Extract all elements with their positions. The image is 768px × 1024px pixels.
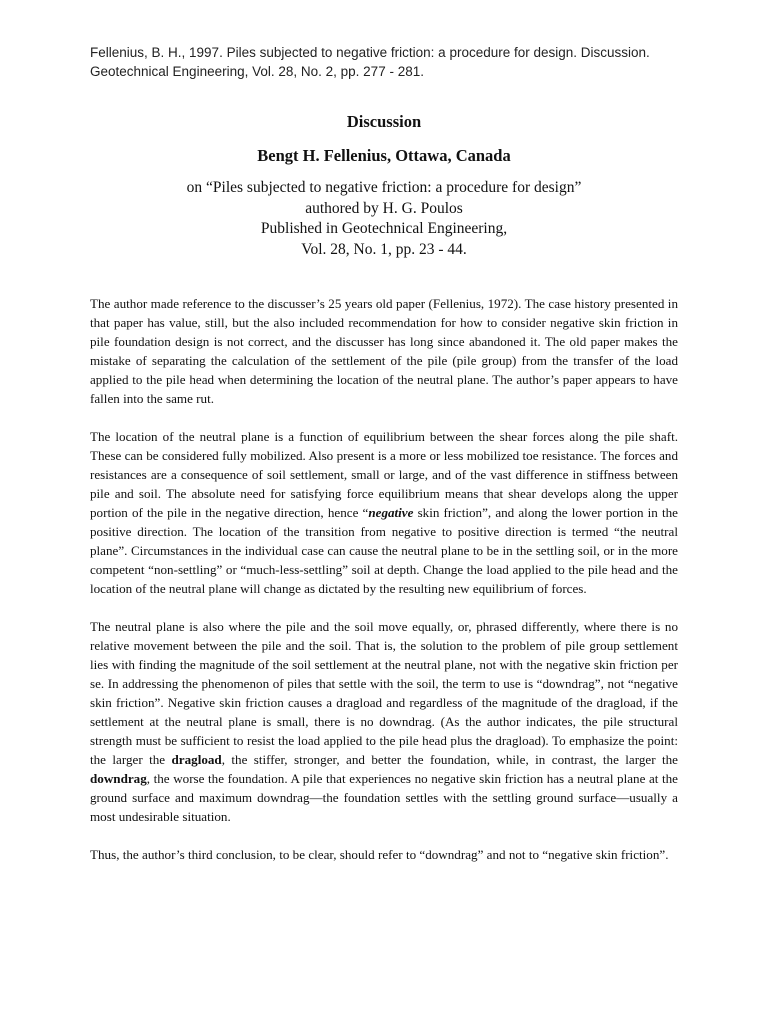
paragraph-2 [90, 427, 678, 598]
paragraph-2-text-a: The location of the neutral plane is a function of equilibrium between the shear forces along the pile shaft. These can be considered fully mobilized. Also present is a more or less mobilized toe resistance. The forces and resistances are a consequence of soil settlement, small or large, and of the vast difference in stiffness between pile and soil. The absolute need for satisfying force equilibrium means that shear develops along the upper portion of the pile in the negative direction, hence “ [90, 429, 678, 520]
paragraph-3-text-b: , the stiffer, stronger, and better the foundation, while, in contrast, the larger the [221, 752, 678, 767]
citation-line-2: Geotechnical Engineering, Vol. 28, No. 2, pp. 277 - 281. [90, 64, 424, 79]
published-line: Published in Geotechnical Engineering, [260, 220, 508, 237]
discussion-header [0, 110, 768, 260]
discussion-body [90, 294, 678, 883]
paragraph-1: The author made reference to the discusser’s 25 years old paper (Fellenius, 1972). The case history presented in that paper has value, still, but the also included recommendation for how to consider negative skin friction in pile foundation design is not correct, and the discusser has long since abandoned it. The old paper makes the mistake of separating the calculation of the settlement of the pile (pile group) from the transfer of the load applied to the pile head when determining the location of the neutral plane. The author’s paper appears to have fallen into the same rut. [90, 296, 678, 406]
discussion-author: Bengt H. Fellenius, Ottawa, Canada [257, 146, 511, 165]
paragraph-4: Thus, the author’s third conclusion, to be clear, should refer to “downdrag” and not to “negative skin friction”. [90, 847, 669, 862]
authored-by-line: authored by H. G. Poulos [305, 199, 463, 217]
paragraph-3-text-a: The neutral plane is also where the pile and the soil move equally, or, phrased differently, where there is no relative movement between the pile and the soil. That is, the solution to the problem of pile group settlement lies with finding the magnitude of the soil settlement at the neutral plane, not with the negative skin friction per se. In addressing the phenomenon of piles that settle with the soil, the term to use is “downdrag”, not “negative skin friction”. Negative skin friction causes a dragload and regardless of the magnitude of the dragload, if the settlement at the neutral plane is small, there is no downdrag. (As the author indicates, the pile structural strength must be sufficient to resist the load applied to the pile head plus the dragload). To emphasize the point: the larger the [90, 619, 678, 767]
page-footer-cutoff [90, 1016, 730, 1024]
citation [90, 43, 730, 81]
bold-dragload: dragload [171, 752, 222, 767]
page-title: Discussion [346, 112, 422, 131]
paper-title-line: on “Piles subjected to negative friction: a procedure for design” [186, 179, 582, 196]
volume-line: Vol. 28, No. 1, pp. 23 - 44. [301, 240, 467, 258]
paragraph-3-text-c: , the worse the foundation. A pile that experiences no negative skin friction has a neutral plane at the ground surface and maximum downdrag—the foundation settles with the settling ground surface—usually a most undesirable situation. [90, 771, 678, 824]
emphasis-negative: negative [368, 505, 414, 520]
paragraph-2-text-b: skin friction”, and along the lower portion in the positive direction. The location of the transition from negative to positive direction is termed “the neutral plane”. Circumstances in the individual case can cause the neutral plane to be in the settling soil, or in the more competent “non-settling” or “much-less-settling” soil at depth. Change the load applied to the pile head and the location of the neutral plane will change as dictated by the resulting new equilibrium of forces. [90, 505, 678, 596]
bold-downdrag: downdrag [90, 771, 147, 786]
citation-line-1: Fellenius, B. H., 1997. Piles subjected to negative friction: a procedure for design. Discussion. [90, 45, 650, 60]
paragraph-3 [90, 617, 678, 826]
